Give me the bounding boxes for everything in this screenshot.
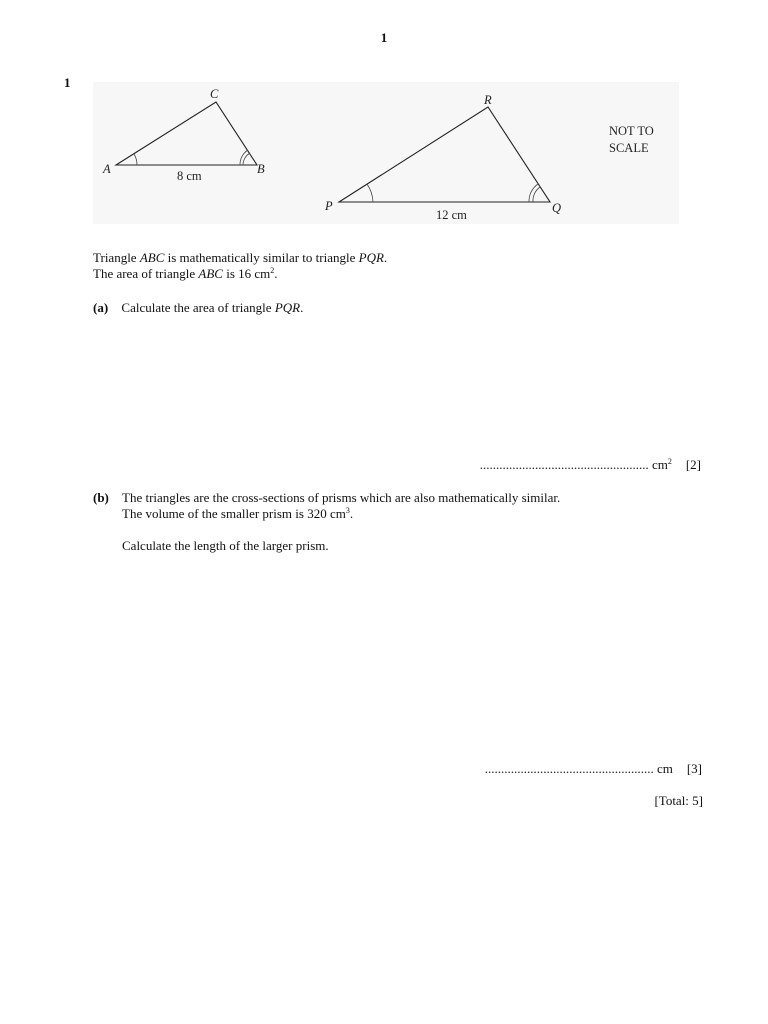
part-a-answer-line[interactable] <box>480 457 701 473</box>
answer-unit-power: 2 <box>667 457 672 466</box>
intro-abc: ABC <box>139 250 165 265</box>
vertex-q-label: Q <box>552 201 562 215</box>
abc-base-length: 8 cm <box>177 169 202 183</box>
part-a-text <box>121 300 303 315</box>
total-marks: [Total: 5] <box>654 793 703 808</box>
part-b-power: 3 <box>345 506 350 515</box>
part-a-text-suffix: . <box>300 300 304 315</box>
pqr-base-length: 12 cm <box>436 208 467 222</box>
intro-line-1 <box>93 250 387 266</box>
vertex-b-label: B <box>257 162 265 176</box>
similar-triangles-figure <box>93 82 679 224</box>
answer-dots[interactable]: .................................................... <box>479 457 649 472</box>
part-a-text-prefix: Calculate the area of triangle <box>121 300 275 315</box>
part-a-pqr: PQR <box>274 300 301 315</box>
intro-text: is mathematically similar to triangle <box>164 250 359 265</box>
vertex-a-label: A <box>103 162 111 176</box>
part-b-body <box>122 490 682 554</box>
answer-dots[interactable]: .................................................... <box>484 761 654 776</box>
part-b-line-3: Calculate the length of the larger prism. <box>122 538 329 553</box>
scale-note-line1: NOT TO <box>609 124 654 138</box>
part-a-letter: (a) <box>93 300 109 315</box>
intro-text: . <box>274 266 278 281</box>
part-a-question <box>93 300 303 316</box>
part-a-marks: [2] <box>685 457 701 472</box>
page-number: 1 <box>380 30 388 45</box>
intro-text: . <box>383 250 388 265</box>
intro-text: The area of triangle <box>93 266 199 281</box>
question-number: 1 <box>64 75 71 90</box>
vertex-p-label: P <box>325 199 333 213</box>
part-b-letter: (b) <box>93 490 109 505</box>
question-intro <box>93 250 387 282</box>
intro-abc: ABC <box>198 266 223 281</box>
intro-text: is 16 cm <box>222 266 271 281</box>
intro-power: 2 <box>270 266 275 275</box>
part-b-line-1: The triangles are the cross-sections of prisms which are also mathematically similar. <box>122 490 561 505</box>
part-b-answer-line[interactable] <box>485 761 702 777</box>
part-b-line-2-suffix: . <box>349 506 354 521</box>
answer-unit: cm <box>653 761 673 776</box>
figure-background <box>93 82 679 224</box>
vertex-c-label: C <box>210 87 219 101</box>
intro-pqr: PQR <box>358 250 384 265</box>
spacer <box>122 522 682 538</box>
part-b-line-2-text: The volume of the smaller prism is 320 cm <box>122 506 346 521</box>
part-b-marks: [3] <box>686 761 702 776</box>
part-b-line-2 <box>122 506 682 522</box>
answer-unit: cm <box>648 457 668 472</box>
intro-text: Triangle <box>93 250 140 265</box>
intro-line-2 <box>93 266 387 282</box>
scale-note-line2: SCALE <box>609 141 649 155</box>
vertex-r-label: R <box>484 93 492 107</box>
